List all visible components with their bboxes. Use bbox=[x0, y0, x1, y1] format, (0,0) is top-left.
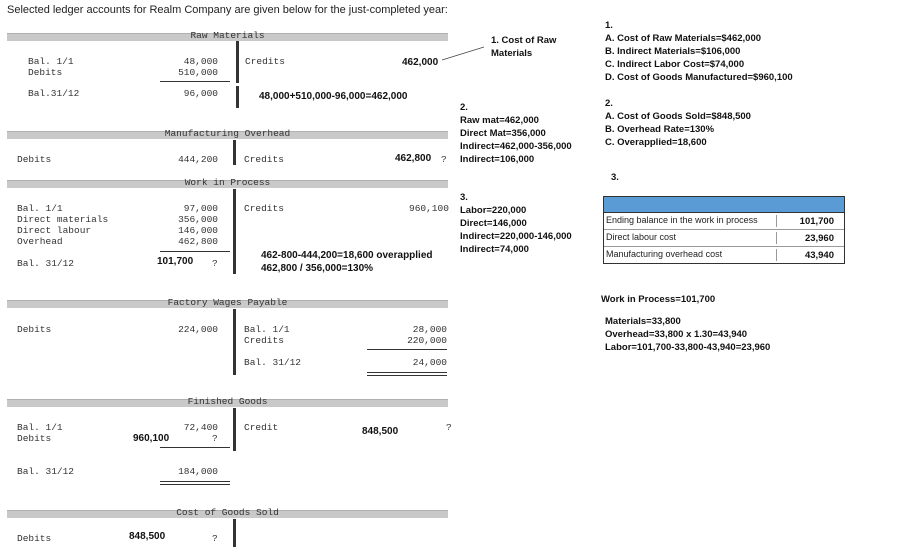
wages-debits-label: Debits bbox=[17, 324, 52, 335]
rm-underline bbox=[160, 81, 230, 82]
table-row bbox=[604, 247, 844, 263]
wip-title: Work in Process bbox=[184, 177, 271, 188]
note2-line-2: Direct Mat=356,000 bbox=[460, 128, 546, 139]
note2-line-4: Indirect=106,000 bbox=[460, 154, 535, 165]
rm-credits-label: Credits bbox=[245, 56, 285, 67]
calc-line-materials: Materials=33,800 bbox=[605, 316, 681, 327]
wip-credits-value: 960,100 bbox=[409, 203, 449, 214]
wip-dm-label: Direct materials bbox=[17, 214, 109, 225]
answer1-line-c: C. Indirect Labor Cost=$74,000 bbox=[605, 59, 745, 70]
wip-bal31-mark: ? bbox=[212, 258, 218, 269]
fg-bal31-label: Bal. 31/12 bbox=[17, 466, 75, 477]
wip-oh-label: Overhead bbox=[17, 236, 63, 247]
fg-debits-value: 960,100 bbox=[133, 433, 170, 444]
wages-credits-value: 220,000 bbox=[407, 335, 447, 346]
rm-calc-note: 48,000+510,000-96,000=462,000 bbox=[259, 91, 408, 102]
fg-bal31-value: 184,000 bbox=[178, 466, 218, 477]
wip-dm-value: 356,000 bbox=[178, 214, 218, 225]
wip-bal1-label: Bal. 1/1 bbox=[17, 203, 63, 214]
fg-credit-label: Credit bbox=[244, 422, 279, 433]
table-row-value[interactable]: 23,960 bbox=[804, 233, 834, 244]
answer2-line-c: C. Overapplied=18,600 bbox=[605, 137, 707, 148]
arrow-icon bbox=[440, 44, 488, 64]
wip-dl-label: Direct labour bbox=[17, 225, 92, 236]
wip-bal31-label: Bal. 31/12 bbox=[17, 258, 75, 269]
fg-double-underline-2 bbox=[160, 484, 230, 485]
note3-line-1: Labor=220,000 bbox=[460, 205, 527, 216]
fg-bal1-label: Bal. 1/1 bbox=[17, 422, 63, 433]
answer3-number: 3. bbox=[611, 172, 619, 183]
fg-credit-mark: ? bbox=[446, 422, 452, 433]
answer1-line-b: B. Indirect Materials=$106,000 bbox=[605, 46, 741, 57]
wages-t-line bbox=[233, 309, 236, 375]
fg-debits-mark: ? bbox=[212, 433, 218, 444]
fg-double-underline-1 bbox=[160, 481, 230, 482]
table-row-value[interactable]: 43,940 bbox=[804, 250, 834, 261]
raw-materials-title: Raw Materials bbox=[190, 30, 265, 41]
table-row bbox=[604, 230, 844, 247]
wip-underline bbox=[160, 251, 230, 252]
answer2-line-b: B. Overhead Rate=130% bbox=[605, 124, 715, 135]
wages-bal31-label: Bal. 31/12 bbox=[244, 357, 302, 368]
fg-t-line bbox=[233, 408, 236, 451]
answer3-table bbox=[603, 196, 845, 264]
moh-credits-label: Credits bbox=[244, 154, 284, 165]
cogs-debits-value: 848,500 bbox=[129, 531, 166, 542]
wages-bal1-label: Bal. 1/1 bbox=[244, 324, 290, 335]
wip-credits-label: Credits bbox=[244, 203, 284, 214]
moh-debits-value: 444,200 bbox=[178, 154, 218, 165]
raw-materials-t-line bbox=[236, 41, 239, 83]
rm-bal31-label: Bal.31/12 bbox=[28, 88, 80, 99]
answer3-table-header bbox=[604, 197, 844, 213]
wages-bal1-value: 28,000 bbox=[412, 324, 447, 335]
table-row-label: Manufacturing overhead cost bbox=[606, 249, 777, 261]
wages-title: Factory Wages Payable bbox=[167, 297, 288, 308]
rm-bal31-value: 96,000 bbox=[183, 88, 218, 99]
wages-double-underline-1 bbox=[367, 372, 447, 373]
wages-debits-value: 224,000 bbox=[178, 324, 218, 335]
note2-line-3: Indirect=462,000-356,000 bbox=[460, 141, 572, 152]
wip-bal1-value: 97,000 bbox=[183, 203, 218, 214]
note3-line-4: Indirect=74,000 bbox=[460, 244, 529, 255]
rm-debits-label: Debits bbox=[28, 67, 63, 78]
fg-bal1-value: 72,400 bbox=[183, 422, 218, 433]
answer1-number: 1. bbox=[605, 20, 613, 31]
rm-bal1-label: Bal. 1/1 bbox=[28, 56, 74, 67]
raw-materials-t-line-lower bbox=[236, 86, 239, 108]
intro-text: Selected ledger accounts for Realm Company are given below for the just-completed year: bbox=[7, 4, 448, 16]
answer2-number: 2. bbox=[605, 98, 613, 109]
calc-line-labor: Labor=101,700-33,800-43,940=23,960 bbox=[605, 342, 771, 353]
note3-line-2: Direct=146,000 bbox=[460, 218, 527, 229]
wages-bal31-value: 24,000 bbox=[412, 357, 447, 368]
fg-title: Finished Goods bbox=[187, 396, 268, 407]
wip-bal31-value: 101,700 bbox=[157, 256, 194, 267]
cogs-title: Cost of Goods Sold bbox=[176, 507, 279, 518]
note2-line-1: Raw mat=462,000 bbox=[460, 115, 539, 126]
moh-credits-value: 462,800 bbox=[395, 153, 432, 164]
wages-credits-label: Credits bbox=[244, 335, 284, 346]
table-row bbox=[604, 213, 844, 230]
fg-underline bbox=[160, 447, 230, 448]
table-row-label: Direct labour cost bbox=[606, 232, 777, 244]
wages-double-underline-2 bbox=[367, 375, 447, 376]
note2-number: 2. bbox=[460, 102, 468, 113]
table-row-value[interactable]: 101,700 bbox=[799, 216, 834, 227]
rm-bal1-value: 48,000 bbox=[183, 56, 218, 67]
answer1-line-d: D. Cost of Goods Manufactured=$960,100 bbox=[605, 72, 793, 83]
answer1-line-a: A. Cost of Raw Materials=$462,000 bbox=[605, 33, 762, 44]
rm-debits-value: 510,000 bbox=[178, 67, 218, 78]
table-row-label: Ending balance in the work in process bbox=[606, 215, 777, 227]
cogs-debits-mark: ? bbox=[212, 533, 218, 544]
moh-credits-mark: ? bbox=[441, 154, 447, 165]
moh-debits-label: Debits bbox=[17, 154, 52, 165]
wip-note-overapplied: 462-800-444,200=18,600 overapplied bbox=[261, 250, 433, 261]
calc-line-overhead: Overhead=33,800 x 1.30=43,940 bbox=[605, 329, 748, 340]
answer2-line-a: A. Cost of Goods Sold=$848,500 bbox=[605, 111, 751, 122]
wages-underline bbox=[367, 349, 447, 350]
wip-note-rate: 462,800 / 356,000=130% bbox=[261, 263, 374, 274]
mfg-overhead-title: Manufacturing Overhead bbox=[164, 128, 291, 139]
wip-oh-value: 462,800 bbox=[178, 236, 218, 247]
wip-result-line: Work in Process=101,700 bbox=[601, 294, 716, 305]
cogs-t-line bbox=[233, 519, 236, 547]
note3-line-3: Indirect=220,000-146,000 bbox=[460, 231, 572, 242]
fg-credit-value: 848,500 bbox=[362, 426, 399, 437]
wip-t-line bbox=[233, 189, 236, 274]
mfg-overhead-t-line bbox=[233, 140, 236, 165]
cogs-debits-label: Debits bbox=[17, 533, 52, 544]
note-cost-of-raw: 1. Cost of Raw Materials bbox=[491, 35, 557, 59]
wip-dl-value: 146,000 bbox=[178, 225, 218, 236]
fg-debits-label: Debits bbox=[17, 433, 52, 444]
rm-credits-value: 462,000 bbox=[402, 57, 439, 68]
note3-number: 3. bbox=[460, 192, 468, 203]
